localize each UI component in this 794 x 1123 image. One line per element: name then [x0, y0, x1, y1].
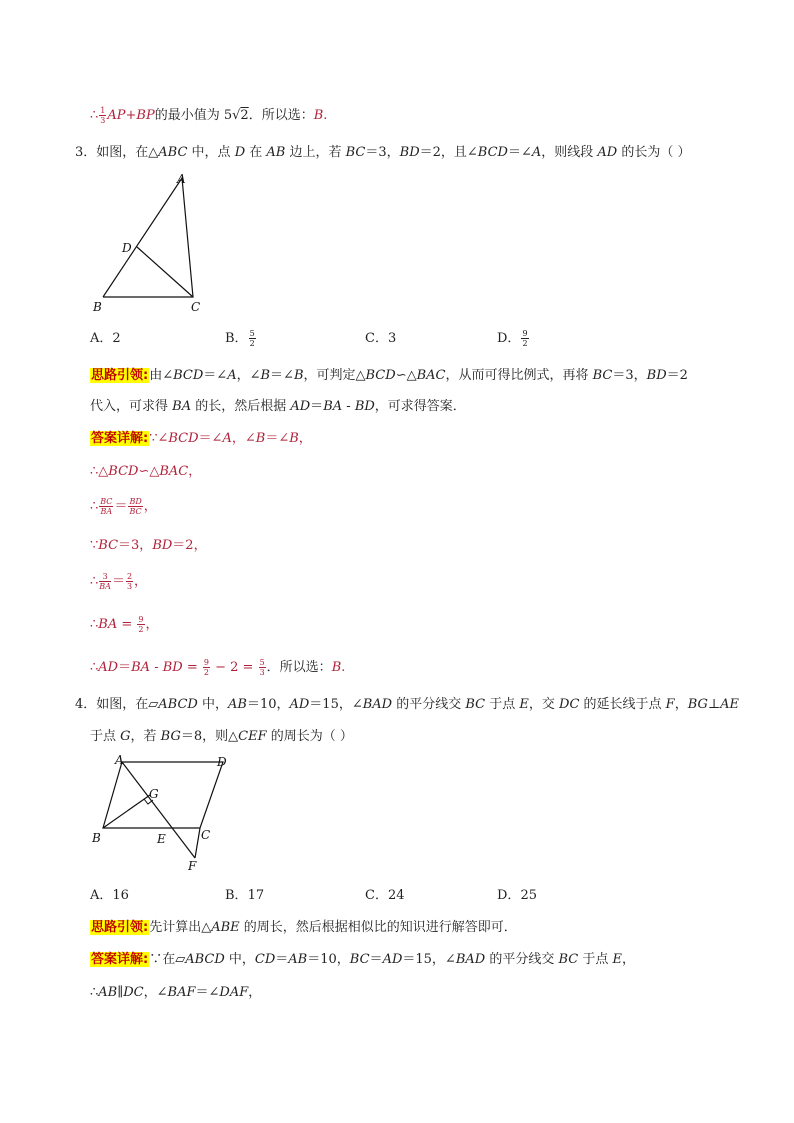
label-e: E — [157, 832, 166, 846]
question-4-stem-2: 于点 G，若 BG＝8，则△CEF 的周长为（ ） — [90, 729, 353, 744]
label-d: D — [217, 755, 227, 769]
option-c[interactable]: C．24 — [365, 888, 405, 903]
option-c[interactable]: C．3 — [365, 331, 397, 346]
question-3-stem: 3．如图，在△ABC 中，点 D 在 AB 边上，若 BC＝3，BD＝2，且∠BCD＝∠A，则线段 AD 的长为（ ） — [75, 145, 691, 160]
segment-dc — [137, 247, 193, 297]
q4-solution-2: ∴AB∥DC，∠BAF＝∠DAF， — [90, 985, 262, 1000]
triangle-abc — [103, 178, 193, 297]
answer-tag: 答案详解: — [91, 431, 149, 446]
extension-cf — [195, 828, 200, 858]
triangle-figure — [85, 168, 215, 318]
q3-solution-3: ∴ $\frac{BC}{BA}$ ＝ $\frac{BD}{BC}$ ， — [90, 497, 157, 516]
parallelogram-figure — [85, 752, 245, 877]
label-b: B — [92, 831, 101, 845]
segment-bg — [103, 795, 150, 828]
option-a[interactable]: A．16 — [90, 888, 129, 903]
option-b[interactable]: B． $\frac{5}{2}$ — [225, 329, 255, 348]
hint-tag: 思路引领: — [91, 368, 149, 383]
q3-hint-line-1: 思路引领:由∠BCD＝∠A，∠B＝∠B，可判定△BCD∽△BAC，从而可得比例式，再将 BC＝3，BD＝2 — [91, 368, 688, 383]
label-f: F — [188, 859, 197, 873]
option-a[interactable]: A．2 — [90, 331, 121, 346]
question-4-stem-1: 4．如图，在▱ABCD 中，AB＝10，AD＝15，∠BAD 的平分线交 BC 于点 E，交 DC 的延长线于点 F，BG⊥AE — [75, 697, 740, 712]
label-a: A — [177, 172, 186, 186]
answer-tag: 答案详解: — [91, 952, 149, 967]
fraction: $\frac{1}{3}$ — [100, 106, 106, 125]
option-d[interactable]: D．25 — [497, 888, 537, 903]
q3-solution-2: ∴△BCD∽△BAC， — [90, 464, 202, 479]
q3-solution-1: 答案详解:∵∠BCD＝∠A，∠B＝∠B， — [91, 431, 312, 446]
q3-solution-7: ∴AD＝BA - BD = $\frac{9}{2}$ − 2 = $\frac{5}{3}$ ．所以选：B. — [90, 658, 346, 677]
label-g: G — [149, 787, 159, 801]
q3-hint-line-2: 代入，可求得 BA 的长，然后根据 AD＝BA - BD，可求得答案． — [90, 399, 466, 414]
label-d: D — [122, 241, 132, 255]
q3-solution-6: ∴BA = $\frac{9}{2}$ ， — [90, 615, 159, 634]
therefore-symbol: ∴ — [90, 108, 99, 123]
q3-solution-4: ∵BC＝3，BD＝2， — [90, 538, 207, 553]
q3-solution-5: ∴ $\frac{3}{BA}$ ＝ $\frac{2}{3}$ ， — [90, 572, 148, 591]
q4-hint: 思路引领:先计算出△ABE 的周长，然后根据相似比的知识进行解答即可． — [91, 920, 517, 935]
label-a: A — [115, 753, 124, 767]
option-d[interactable]: D． $\frac{9}{2}$ — [497, 329, 528, 348]
label-b: B — [93, 300, 102, 314]
q4-solution-1: 答案详解:∵在▱ABCD 中，CD＝AB＝10，BC＝AD＝15，∠BAD 的平分线交 BC 于点 E， — [91, 952, 635, 967]
label-c: C — [191, 300, 201, 314]
hint-tag: 思路引领: — [91, 920, 149, 935]
prev-conclusion: ∴ $\frac{1}{3}$ AP+BP的最小值为 5√2．所以选：B. — [90, 106, 328, 125]
parallelogram-abcd — [103, 762, 223, 828]
label-c: C — [201, 828, 211, 842]
option-b[interactable]: B．17 — [225, 888, 265, 903]
